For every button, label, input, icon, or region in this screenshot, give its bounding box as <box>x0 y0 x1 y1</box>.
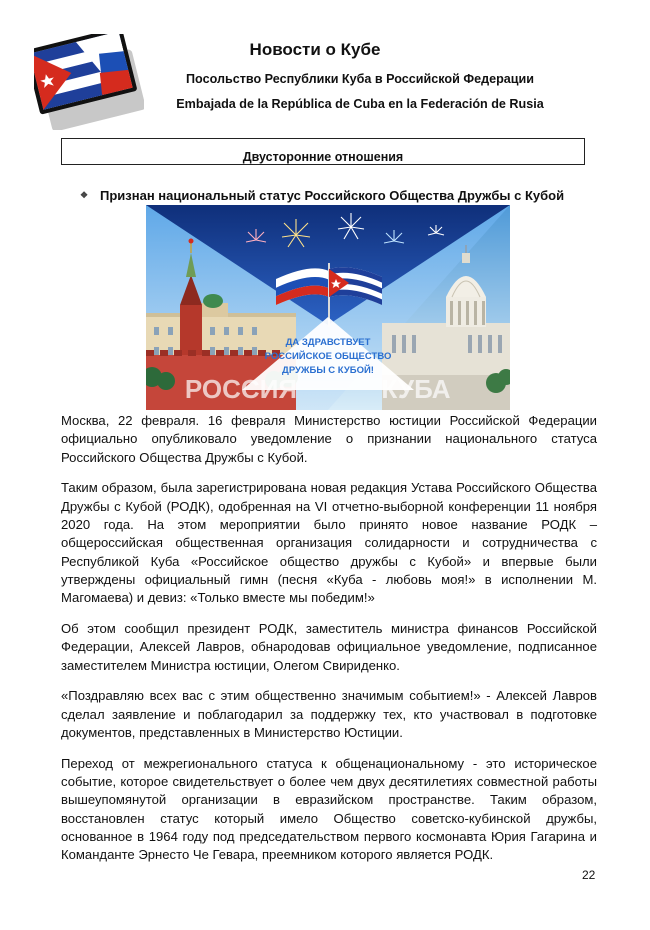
article-paragraph: «Поздравляю всех вас с этим общественно значимым событием!» - Алексей Лавров сделал заявление и поблагодарил за поддержку тех, кто участвовал в подготовке документов, представленных в Министерство Юстиции. <box>61 688 597 740</box>
article-body <box>61 412 597 877</box>
article-headline-text: Признан национальный статус Российского Общества Дружбы с Кубой <box>100 188 565 203</box>
banner-word-russia: РОССИЯ <box>184 374 298 404</box>
newsletter-title: Новости о Кубе <box>249 40 381 59</box>
banner-slogan-line1: ДА ЗДРАВСТВУЕТ <box>285 337 371 348</box>
section-title: Двусторонние отношения <box>242 150 404 164</box>
article-paragraph: Об этом сообщил президент РОДК, заместитель министра финансов Российской Федерации, Алексей Лавров, обнародовав официальное уведомление, подписанное заместителем Министра юстиции, Олегом Свириденко. <box>61 620 597 673</box>
embassy-name-es: Embajada de la República de Cuba en la Federación de Rusia <box>176 97 544 111</box>
article-paragraph: Переход от межрегионального статуса к общенациональному - это историческое событие, которое свидетельствует о более чем двух десятилетиях совместной работы вышеупомянутой организации в евразийском пространстве. Таким образом, восстановлен статус который имело Общество советско-кубинской дружбы, основанное в 1964 году под председательством первого космонавта Юрия Гагарина и Команданте Эрнесто Че Гевара, преемником которого является РОДК. <box>61 755 597 863</box>
banner-word-cuba: КУБА <box>381 374 451 404</box>
friendship-banner-image <box>146 205 510 410</box>
diamond-bullet-icon: ❖ <box>80 190 89 200</box>
cuba-russia-flag-logo <box>34 34 144 130</box>
page-number: 22 <box>582 868 596 882</box>
article-paragraph: Таким образом, была зарегистрирована новая редакция Устава Российского Общества Дружбы с Кубой (РОДК), одобренная на VI отчетно-выборной конференции 11 ноября 2020 года. На этом мероприятии было принято новое название РОДК – общероссийская общественная организация солидарности и сотрудничества с Республикой Куба «Российское общество дружбы с Кубой» и впервые были утверждены официальный гимн (песня «Куба - любовь моя!» в исполнении М. Магомаева) и девиз: «Только вместе мы победим!» <box>61 480 597 606</box>
article-headline <box>80 188 600 203</box>
banner-slogan-line3: ДРУЖБЫ С КУБОЙ! <box>282 365 374 376</box>
embassy-name-ru: Посольство Республики Куба в Российской Федерации <box>186 72 534 86</box>
section-header-box <box>61 138 585 165</box>
banner-slogan-line2: РОССИЙСКОЕ ОБЩЕСТВО <box>264 351 392 362</box>
article-paragraph: Москва, 22 февраля. 16 февраля Министерство юстиции Российской Федерации официально опубликовало уведомление о признании национального статуса Российского Общества Дружбы с Кубой. <box>61 413 597 465</box>
